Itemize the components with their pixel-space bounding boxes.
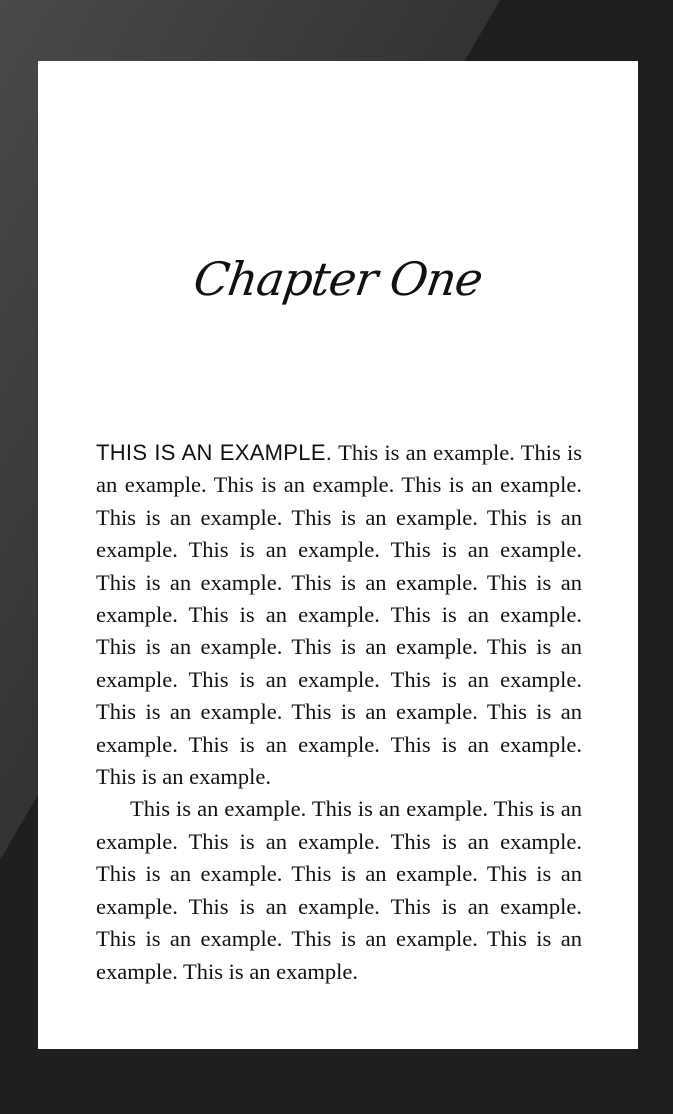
paragraph-first	[96, 437, 582, 793]
book-page[interactable]	[38, 61, 638, 1049]
lead-in-text: THIS IS AN EXAMPLE.	[96, 440, 333, 465]
chapter-title: Chapter One	[190, 252, 486, 306]
paragraph-second: This is an example. This is an example. This is an example. This is an example. This is an example. This is an example. This is an example. This is an example. This is an example. This is an example. This is an example. This is an example. This is an example. This is an example.	[96, 796, 582, 984]
paragraph-first-text: This is an example. This is an example. This is an example. This is an example. This is an example. This is an example. This is an example. This is an example. This is an example. This is an example. This is an example. This is an example. This is an example. This is an example. This is an example. This is an example. This is an example. This is an example. This is an example. This is an example. This is an example. This is an example. This is an example. This is an example. This is an example.	[96, 440, 583, 790]
chapter-body	[96, 437, 582, 988]
